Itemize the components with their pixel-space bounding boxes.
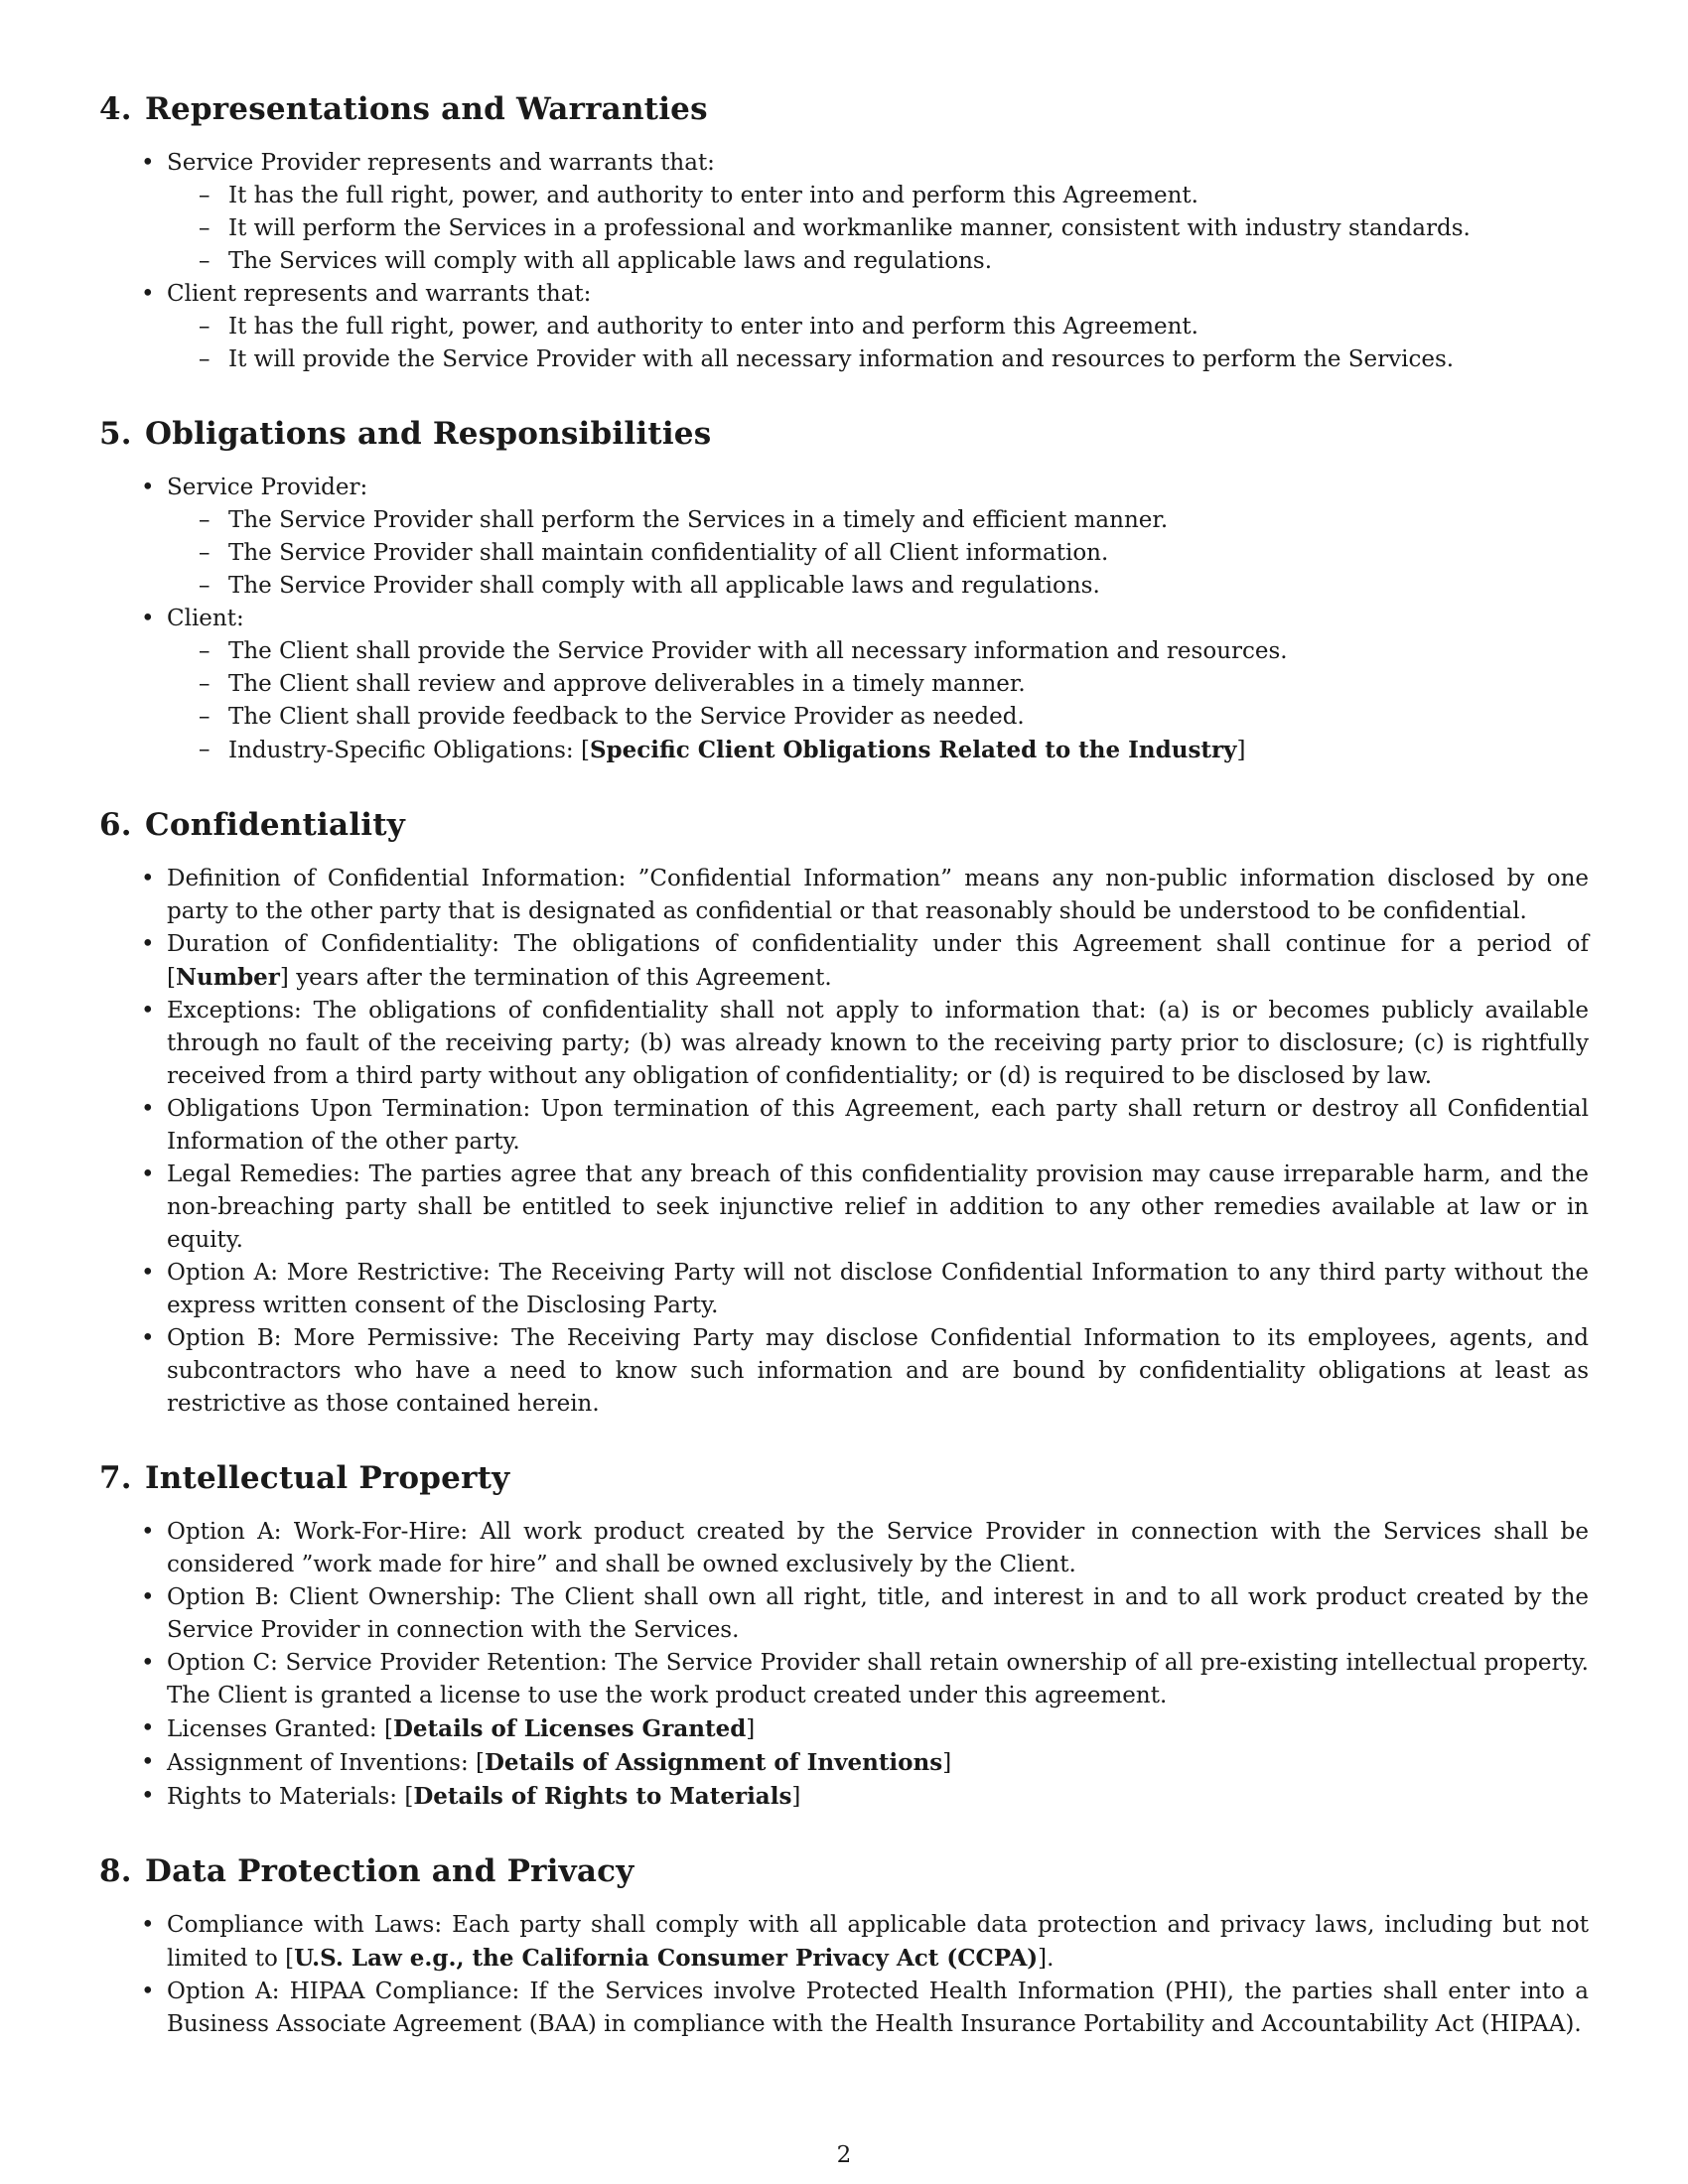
bullet-list: [99, 863, 1589, 1421]
list-item: • Obligations Upon Termination: Upon termination of this Agreement, each party shall return or destroy all Confidential Information of the other party.: [167, 1093, 1589, 1159]
list-item: • Exceptions: The obligations of confidentiality shall not apply to information that: (a) is or becomes publicly available through no fault of the receiving party; (b) was already known to the receiving party prior to disclosure; (c) is rightfully received from a third party without any obligation of confidentiality; or (d) is required to be disclosed by law.: [167, 995, 1589, 1093]
list-item: • Client: – The Client shall provide the Service Provider with all necessary information and resources. – The Client shall review and approve deliverables in a timely manner. – The Client shall provide feedback to the Service Provider as needed. – Industry-Specific Obligations: [Specific Client Obligations Related to the Industry]: [167, 603, 1589, 767]
section-data-protection-privacy: [99, 1851, 1589, 2041]
list-item: • Rights to Materials: [Details of Rights to Materials]: [167, 1780, 1589, 1814]
sub-list-item: – The Client shall provide the Service Provider with all necessary information and resources.: [228, 635, 1589, 668]
document-page: [99, 89, 1589, 2079]
list-item: • Compliance with Laws: Each party shall comply with all applicable data protection and privacy laws, including but not limited to [U.S. Law e.g., the California Consumer Privacy Act (CCPA)].: [167, 1909, 1589, 1976]
sub-list-item: – The Service Provider shall comply with all applicable laws and regulations.: [228, 570, 1589, 603]
section-representations-warranties: [99, 89, 1589, 376]
section-confidentiality: [99, 805, 1589, 1421]
section-heading: 6. Confidentiality: [99, 807, 406, 843]
list-item: • Assignment of Inventions: [Details of Assignment of Inventions]: [167, 1746, 1589, 1780]
placeholder-text: Number: [175, 964, 280, 991]
list-item: • Definition of Confidential Information: ”Confidential Information” means any non-public information disclosed by one party to the other party that is designated as confidential or that reasonably should be understood to be confidential.: [167, 863, 1589, 928]
page-number: 2: [836, 2142, 852, 2168]
sub-list: [167, 635, 1589, 767]
sub-list-item: – The Client shall provide feedback to the Service Provider as needed.: [228, 701, 1589, 734]
bullet-list: [99, 472, 1589, 767]
sub-list-item: – The Service Provider shall maintain confidentiality of all Client information.: [228, 537, 1589, 570]
list-item: • Option C: Service Provider Retention: The Service Provider shall retain ownership of all pre-existing intellectual property. The Client is granted a license to use the work product created under this agreement.: [167, 1647, 1589, 1712]
list-item: • Option A: Work-For-Hire: All work product created by the Service Provider in connection with the Services shall be considered ”work made for hire” and shall be owned exclusively by the Client.: [167, 1516, 1589, 1581]
list-item: • Option A: HIPAA Compliance: If the Services involve Protected Health Information (PHI), the parties shall enter into a Business Associate Agreement (BAA) in compliance with the Health Insurance Portability and Accountability Act (HIPAA).: [167, 1976, 1589, 2041]
sub-list-item: – The Services will comply with all applicable laws and regulations.: [228, 245, 1589, 278]
sub-list-item: – The Client shall review and approve deliverables in a timely manner.: [228, 668, 1589, 701]
sub-list: [167, 311, 1589, 376]
sub-list-item: – The Service Provider shall perform the Services in a timely and efficient manner.: [228, 504, 1589, 537]
placeholder-text: Specific Client Obligations Related to the Industry: [589, 737, 1237, 763]
placeholder-text: Details of Assignment of Inventions: [484, 1749, 943, 1776]
section-heading: 8. Data Protection and Privacy: [99, 1853, 634, 1889]
list-item: • Option B: Client Ownership: The Client shall own all right, title, and interest in and to all work product created by the Service Provider in connection with the Services.: [167, 1581, 1589, 1647]
sub-list-item: – It will provide the Service Provider with all necessary information and resources to perform the Services.: [228, 343, 1589, 376]
sub-list-item: – It will perform the Services in a professional and workmanlike manner, consistent with industry standards.: [228, 212, 1589, 245]
section-heading: 4. Representations and Warranties: [99, 91, 708, 127]
list-item: • Option B: More Permissive: The Receiving Party may disclose Confidential Information to its employees, agents, and subcontractors who have a need to know such information and are bound by confidentiality obligations at least as restrictive as those contained herein.: [167, 1322, 1589, 1421]
list-item: • Legal Remedies: The parties agree that any breach of this confidentiality provision may cause irreparable harm, and the non-breaching party shall be entitled to seek injunctive relief in addition to any other remedies available at law or in equity.: [167, 1159, 1589, 1257]
list-item: • Duration of Confidentiality: The obligations of confidentiality under this Agreement shall continue for a period of [Number] years after the termination of this Agreement.: [167, 928, 1589, 995]
section-intellectual-property: [99, 1458, 1589, 1814]
list-item: • Service Provider: – The Service Provider shall perform the Services in a timely and efficient manner. – The Service Provider shall maintain confidentiality of all Client information. – The Service Provider shall comply with all applicable laws and regulations.: [167, 472, 1589, 603]
bullet-list: [99, 1909, 1589, 2041]
section-heading: 7. Intellectual Property: [99, 1460, 510, 1496]
section-obligations-responsibilities: [99, 414, 1589, 767]
list-item: • Service Provider represents and warrants that: – It has the full right, power, and authority to enter into and perform this Agreement. – It will perform the Services in a professional and workmanlike manner, consistent with industry standards. – The Services will comply with all applicable laws and regulations.: [167, 147, 1589, 278]
sub-list-item: – It has the full right, power, and authority to enter into and perform this Agreement.: [228, 311, 1589, 343]
bullet-list: [99, 147, 1589, 376]
placeholder-text: Details of Licenses Granted: [392, 1715, 747, 1742]
sub-list-item: – Industry-Specific Obligations: [Specific Client Obligations Related to the Industry]: [228, 734, 1589, 767]
section-heading: 5. Obligations and Responsibilities: [99, 416, 712, 452]
sub-list: [167, 180, 1589, 278]
list-item: • Licenses Granted: [Details of Licenses Granted]: [167, 1712, 1589, 1746]
sub-list: [167, 504, 1589, 603]
placeholder-text: Details of Rights to Materials: [413, 1783, 792, 1810]
placeholder-text: U.S. Law e.g., the California Consumer Privacy Act (CCPA): [294, 1945, 1039, 1972]
sub-list-item: – It has the full right, power, and authority to enter into and perform this Agreement.: [228, 180, 1589, 212]
list-item: • Client represents and warrants that: – It has the full right, power, and authority to enter into and perform this Agreement. – It will provide the Service Provider with all necessary information and resources to perform the Services.: [167, 278, 1589, 376]
list-item: • Option A: More Restrictive: The Receiving Party will not disclose Confidential Information to any third party without the express written consent of the Disclosing Party.: [167, 1257, 1589, 1322]
bullet-list: [99, 1516, 1589, 1814]
